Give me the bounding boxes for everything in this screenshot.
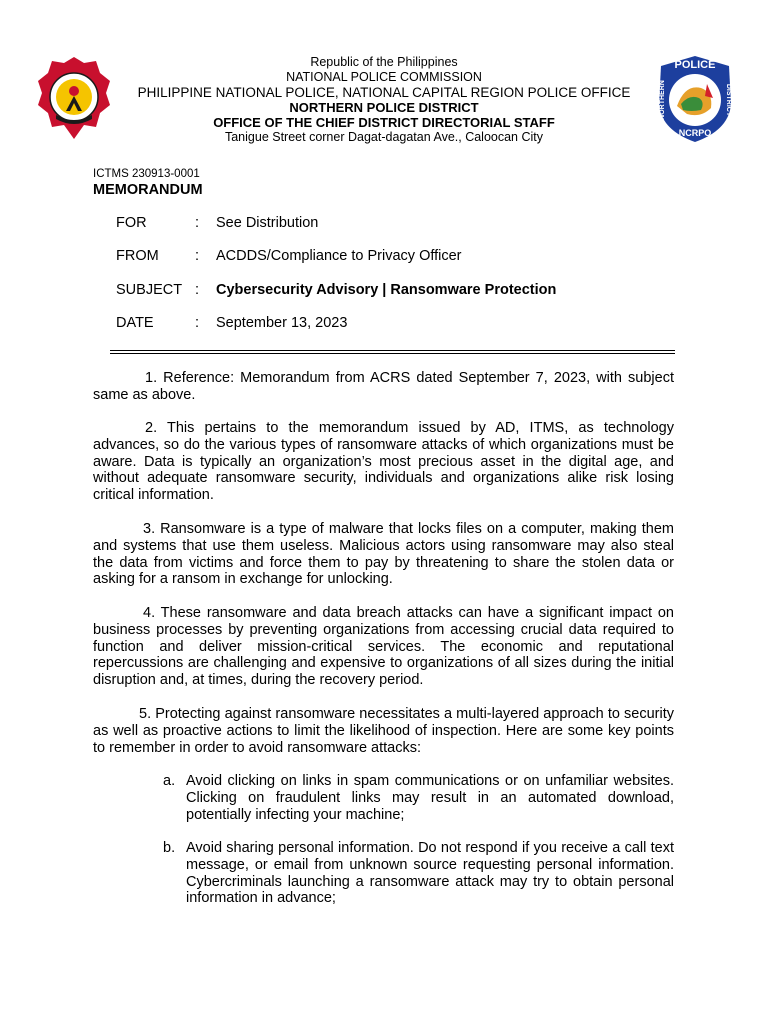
seal-text-right: DISTRICT xyxy=(725,83,732,117)
seal-text-left: NORTHERN xyxy=(659,80,666,120)
seal-text-bottom: NCRPO xyxy=(678,128,712,138)
paragraph-4: 4. These ransomware and data breach attacks can have a significant impact on business processes by preventing organizations from accessing crucial data required to function and deliver mission-critical services. The economic and reputational repercussions are challenging and expensive to organizations of all sizes during the initial disruption and, at times, during the recovery period. xyxy=(93,605,674,689)
list-item-text: Avoid clicking on links in spam communications or on unfamiliar websites. Clicking on fraudulent links may result in an automated download, potentially infecting your machine; xyxy=(186,773,674,823)
header-value: September 13, 2023 xyxy=(216,315,348,331)
paragraph-1: 1. Reference: Memorandum from ACRS dated September 7, 2023, with subject same as above. xyxy=(93,370,674,403)
letterhead-napolcom: NATIONAL POLICE COMMISSION xyxy=(286,70,482,84)
list-item-text: Avoid sharing personal information. Do not respond if you receive a call text message, or email from unknown source requesting personal information. Cybercriminals launching a ransomware attack may try to obtain personal information in advance; xyxy=(186,840,674,907)
header-value: See Distribution xyxy=(216,215,319,231)
paragraph-2: 2. This pertains to the memorandum issued by AD, ITMS, as technology advances, so do the various types of ransomware attacks of which organizations must be aware. Data is typically an organization’s most precious asset in the digital age, and without adequate ransomware security, individuals and organizations alike risk losing critical information. xyxy=(93,420,674,504)
letterhead xyxy=(110,55,658,145)
list-item-marker: b. xyxy=(163,840,176,856)
header-label: FOR xyxy=(116,215,147,231)
memo-ref-code: ICTMS 230913-0001 xyxy=(93,168,200,180)
letterhead-republic: Republic of the Philippines xyxy=(310,55,458,69)
list-item-marker: a. xyxy=(163,773,176,789)
header-colon: : xyxy=(195,282,200,298)
memo-title: MEMORANDUM xyxy=(93,182,203,198)
paragraph-5: 5. Protecting against ransomware necessitates a multi-layered approach to security as well as proactive actions to limit the likelihood of inspection. Here are some key points to remember in order to avoid ransomware attacks: xyxy=(93,706,674,756)
letterhead-office: OFFICE OF THE CHIEF DISTRICT DIRECTORIAL STAFF xyxy=(213,115,555,130)
header-label: SUBJECT xyxy=(116,282,183,298)
seal-text-top: POLICE xyxy=(674,59,716,71)
header-value: Cybersecurity Advisory | Ransomware Protection xyxy=(216,282,557,298)
header-colon: : xyxy=(195,248,200,264)
header-divider-top xyxy=(110,350,675,351)
letterhead-address: Tanigue Street corner Dagat-dagatan Ave., Caloocan City xyxy=(224,130,544,144)
paragraph-3: 3. Ransomware is a type of malware that locks files on a computer, making them and systems that use them useless. Malicious actors using ransomware may also steal the data from victims and force them to pay by threatening to share the stolen data or asking for a ransom in exchange for unlocking. xyxy=(93,521,674,588)
header-label: FROM xyxy=(116,248,159,264)
header-colon: : xyxy=(195,315,200,331)
header-label: DATE xyxy=(116,315,154,331)
npd-ncrpo-seal-icon xyxy=(655,54,735,144)
header-colon: : xyxy=(195,215,200,231)
letterhead-district: NORTHERN POLICE DISTRICT xyxy=(289,100,479,115)
header-divider-bottom xyxy=(110,353,675,354)
header-value: ACDDS/Compliance to Privacy Officer xyxy=(216,248,462,264)
letterhead-pnp-ncrpo: PHILIPPINE NATIONAL POLICE, NATIONAL CAPITAL REGION POLICE OFFICE xyxy=(137,85,631,100)
pnp-seal-icon xyxy=(36,55,112,143)
